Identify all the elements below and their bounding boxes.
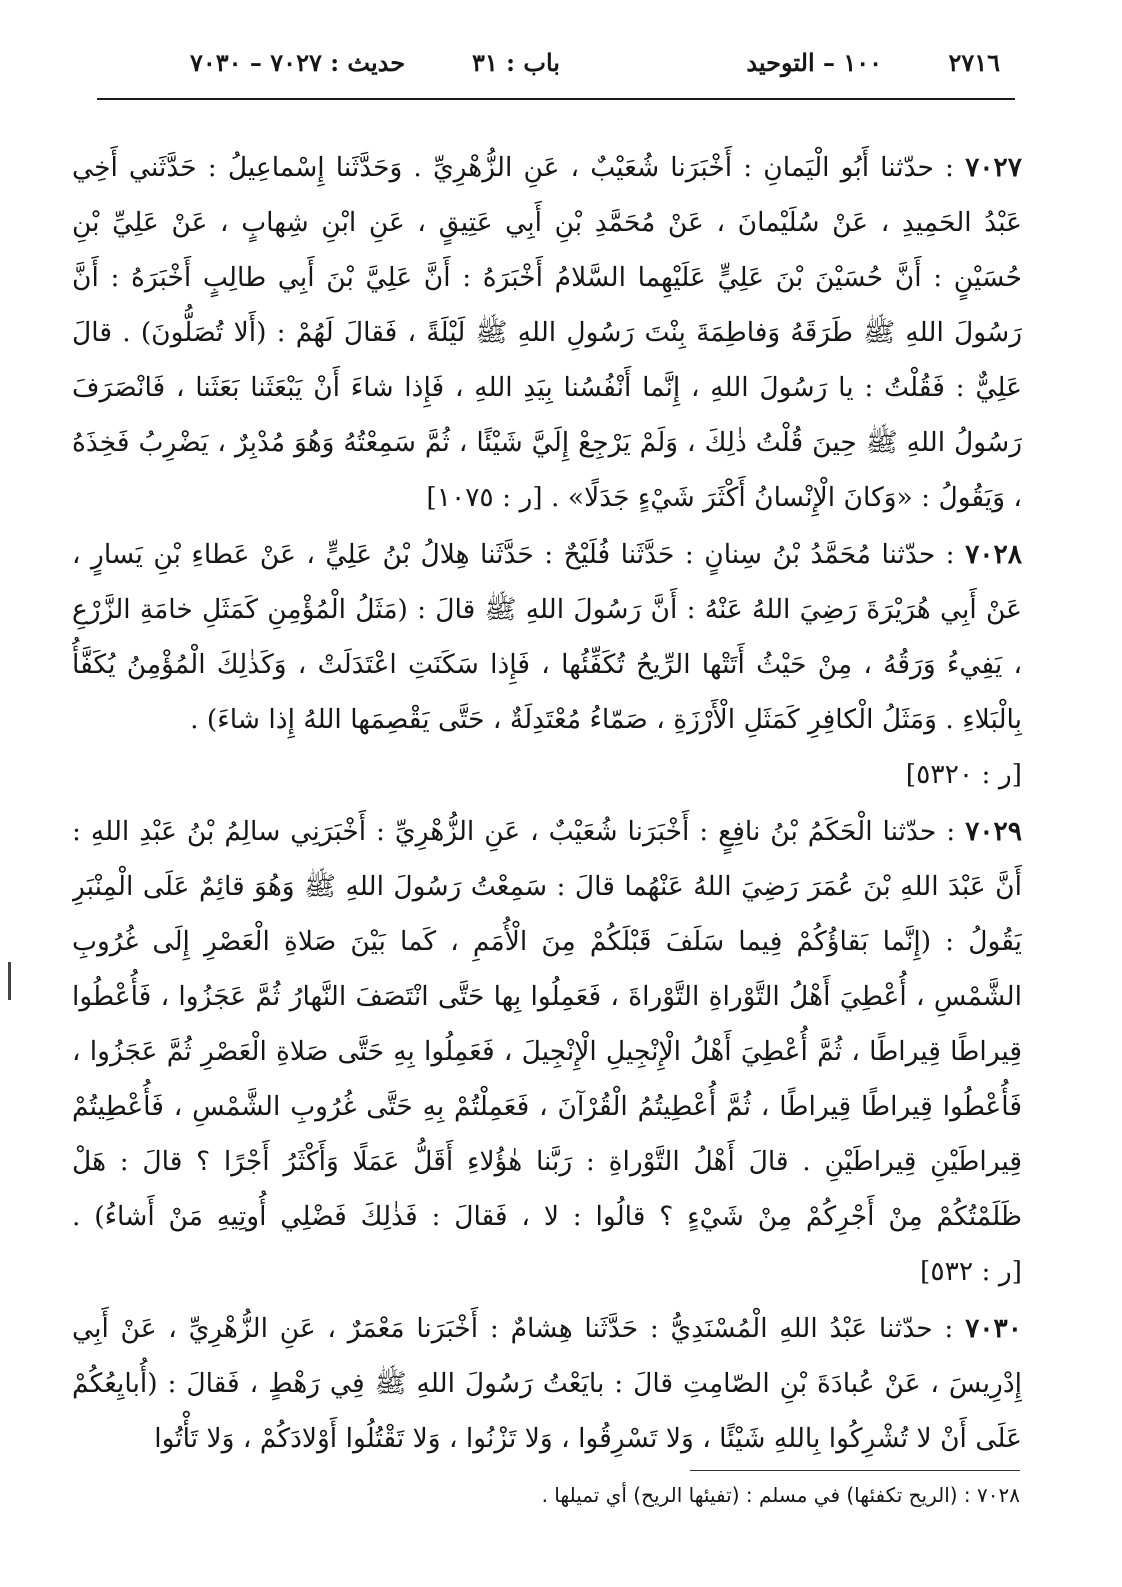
book-title: ١٠٠ – التوحيد bbox=[746, 48, 882, 77]
hadith-number: ٧٠٣٠ bbox=[965, 1313, 1022, 1344]
header-rule bbox=[97, 98, 1015, 100]
hadith-7027 bbox=[72, 140, 1022, 525]
hadith-7030 bbox=[72, 1301, 1022, 1466]
page-number: ٢٧١٦ bbox=[948, 48, 1000, 77]
hadith-7028 bbox=[72, 527, 1022, 802]
hadith-text: : حدّثنا الْحَكَمُ بْنُ نافِعٍ : أَخْبَرَنا شُعَيْبٌ ، عَنِ الزُّهْرِيِّ : أَخْبَرَنِي سالِمُ بْنُ عَبْدِ اللهِ : أَنَّ عَبْدَ اللهِ بْنَ عُمَرَ رَضِيَ اللهُ عَنْهُما قالَ : سَمِعْتُ رَسُولَ اللهِ ﷺ وَهُوَ قائِمٌ عَلَى الْمِنْبَرِ يَقُولُ : (إِنَّما بَقاؤُكُمْ فِيما سَلَفَ قَبْلَكُمْ مِنَ الْأُمَمِ ، كَما بَيْنَ صَلاةِ الْعَصْرِ إِلَى غُرُوبِ الشَّمْسِ ، أُعْطِيَ أَهْلُ التَّوْراةِ التَّوْراةَ ، فَعَمِلُوا بِها حَتَّى انْتَصَفَ النَّهارُ ثُمَّ عَجَزُوا ، فَأُعْطُوا قِيراطًا قِيراطًا ، ثُمَّ أُعْطِيَ أَهْلُ الْإِنْجِيلِ الْإِنْجِيلَ ، فَعَمِلُوا بِهِ حَتَّى صَلاةِ الْعَصْرِ ثُمَّ عَجَزُوا ، فَأُعْطُوا قِيراطًا قِيراطًا ، ثُمَّ أُعْطِيتُمُ الْقُرْآنَ ، فَعَمِلْتُمْ بِهِ حَتَّى غُرُوبِ الشَّمْسِ ، فَأُعْطِيتُمْ قِيراطَيْنِ قِيراطَيْنِ . قالَ أَهْلُ التَّوْراةِ : رَبَّنا هٰؤُلاءِ أَقَلُّ عَمَلًا وَأَكْثَرُ أَجْرًا ؟ قالَ : هَلْ ظَلَمْتُكُمْ مِنْ أَجْرِكُمْ مِنْ شَيْءٍ ؟ قالُوا : لا ، فَقالَ : فَذٰلِكَ فَضْلِي أُوتِيهِ مَنْ أَشاءُ) . bbox=[72, 816, 1022, 1232]
hadith-number: ٧٠٢٧ bbox=[965, 152, 1022, 183]
hadith-number: ٧٠٢٨ bbox=[965, 539, 1022, 570]
hadith-range: حديث : ٧٠٢٧ – ٧٠٣٠ bbox=[190, 48, 406, 77]
hadith-reference: [ر : ٥٣٢] bbox=[920, 1256, 1022, 1287]
scan-margin-mark bbox=[8, 962, 11, 1000]
hadith-text: : حدّثنا أَبُو الْيَمانِ : أَخْبَرَنا شُعَيْبٌ ، عَنِ الزُّهْرِيِّ . وَحَدَّثَنا إِسْماعِيلُ : حَدَّثَني أَخِي عَبْدُ الحَمِيدِ ، عَنْ سُلَيْمانَ ، عَنْ مُحَمَّدِ بْنِ أَبِي عَتِيقٍ ، عَنِ ابْنِ شِهابٍ ، عَنْ عَلِيِّ بْنِ حُسَيْنٍ : أَنَّ حُسَيْنَ بْنَ عَلِيٍّ عَلَيْهِما السَّلامُ أَخْبَرَهُ : أَنَّ عَلِيَّ بْنَ أَبِي طالِبٍ أَخْبَرَهُ : أَنَّ رَسُولَ اللهِ ﷺ طَرَقَهُ وَفاطِمَةَ بِنْتَ رَسُولِ اللهِ ﷺ لَيْلَةً ، فَقالَ لَهُمْ : (أَلا تُصَلُّونَ) . قالَ عَلِيٌّ : فَقُلْتُ : يا رَسُولَ اللهِ ، إِنَّما أَنْفُسُنا بِيَدِ اللهِ ، فَإِذا شاءَ أَنْ يَبْعَثَنا بَعَثَنا ، فَانْصَرَفَ رَسُولُ اللهِ ﷺ حِينَ قُلْتُ ذٰلِكَ ، وَلَمْ يَرْجِعْ إِلَيَّ شَيْئًا ، ثُمَّ سَمِعْتُهُ وَهُوَ مُدْبِرٌ ، يَضْرِبُ فَخِذَهُ ، وَيَقُولُ : «وَكانَ الْإِنْسانُ أَكْثَرَ شَيْءٍ جَدَلًا» . bbox=[72, 152, 1022, 513]
hadith-7029 bbox=[72, 804, 1022, 1299]
footnote-rule bbox=[690, 1470, 1020, 1471]
hadith-reference: [ر : ١٠٧٥] bbox=[426, 482, 543, 513]
chapter-label: باب : ٣١ bbox=[472, 48, 560, 77]
hadith-text: : حدّثنا عَبْدُ اللهِ الْمُسْنَدِيُّ : حَدَّثَنا هِشامٌ : أَخْبَرَنا مَعْمَرٌ ، عَنِ الزُّهْرِيِّ ، عَنْ أَبِي إِدْرِيسَ ، عَنْ عُبادَةَ بْنِ الصّامِتِ قالَ : بايَعْتُ رَسُولَ اللهِ ﷺ فِي رَهْطٍ ، فَقالَ : (أُبايِعُكُمْ عَلَى أَنْ لا تُشْرِكُوا بِاللهِ شَيْئًا ، وَلا تَسْرِقُوا ، وَلا تَزْنُوا ، وَلا تَقْتُلُوا أَوْلادَكُمْ ، وَلا تَأْتُوا bbox=[72, 1313, 1022, 1454]
main-text bbox=[72, 140, 1022, 1470]
footnote: ٧٠٢٨ : (الريح تكفئها) في مسلم : (تفيئها الريح) أي تميلها . bbox=[541, 1483, 1020, 1507]
hadith-text: : حدّثنا مُحَمَّدُ بْنُ سِنانٍ : حَدَّثَنا فُلَيْحٌ : حَدَّثَنا هِلالُ بْنُ عَلِيٍّ ، عَنْ عَطاءِ بْنِ يَسارٍ ، عَنْ أَبِي هُرَيْرَةَ رَضِيَ اللهُ عَنْهُ : أَنَّ رَسُولَ اللهِ ﷺ قالَ : (مَثَلُ الْمُؤْمِنِ كَمَثَلِ خامَةِ الزَّرْعِ ، يَفِيءُ وَرَقُهُ ، مِنْ حَيْثُ أَتَتْها الرِّيحُ تُكَفِّئُها ، فَإِذا سَكَنَتِ اعْتَدَلَتْ ، وَكَذٰلِكَ الْمُؤْمِنُ يُكَفَّأُ بِالْبَلاءِ . وَمَثَلُ الْكافِرِ كَمَثَلِ الْأَرْزَةِ ، صَمّاءُ مُعْتَدِلَةٌ ، حَتَّى يَقْصِمَها اللهُ إِذا شاءَ) . bbox=[72, 539, 1022, 735]
hadith-number: ٧٠٢٩ bbox=[965, 816, 1022, 847]
hadith-reference: [ر : ٥٣٢٠] bbox=[905, 759, 1022, 790]
